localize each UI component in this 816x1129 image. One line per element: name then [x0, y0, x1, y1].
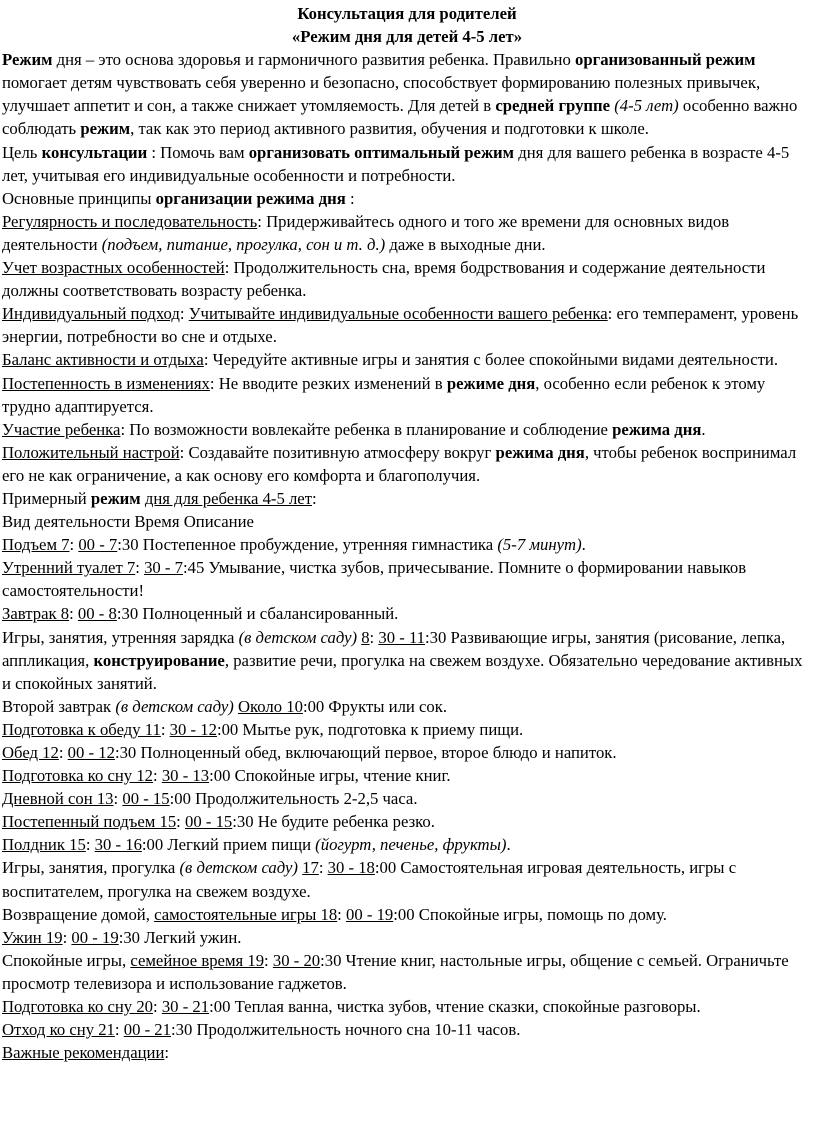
paragraph — [2, 348, 812, 371]
paragraph — [2, 995, 812, 1018]
paragraph — [2, 533, 812, 556]
text-run-underlined: Ужин 19 — [2, 927, 63, 947]
text-run-underlined: Участие ребенка — [2, 419, 121, 439]
paragraph — [2, 856, 812, 902]
paragraph — [2, 602, 812, 625]
paragraph — [2, 787, 812, 810]
paragraph — [2, 718, 812, 741]
text-run-underlined: Подготовка к обеду 11 — [2, 719, 161, 739]
text-run-underlined: Индивидуальный подход — [2, 304, 180, 324]
text-run: : По возможности вовлекайте ребенка в планирование и соблюдение — [120, 419, 613, 439]
text-run: : — [345, 188, 355, 208]
text-run-italic: (подъем, питание, прогулка, сон и т. д.) — [101, 234, 386, 254]
text-run: :30 Постепенное пробуждение, утренняя гимнастика — [117, 535, 498, 555]
text-run-underlined: 30 - 12 — [169, 719, 217, 739]
text-run: : его темперамент, уровень энергии, потребности во сне и отдыхе. — [2, 304, 799, 347]
paragraph — [2, 1018, 812, 1041]
text-run: Вид деятельности Время Описание — [2, 512, 254, 532]
text-run-underlined: Учитывайте индивидуальные особенности вашего ребенка — [188, 304, 608, 324]
text-run-underlined: 00 - 12 — [67, 743, 115, 762]
text-run-underlined: 30 - 7 — [144, 558, 183, 578]
text-run: : — [369, 627, 379, 647]
document-body — [2, 48, 812, 1064]
text-run: : — [58, 743, 68, 762]
text-run: : — [264, 950, 273, 970]
paragraph — [2, 487, 812, 510]
text-run: : — [69, 535, 79, 555]
text-run-underlined: Учет возрастных особенностей — [2, 258, 225, 278]
text-run-underlined: 8 — [361, 627, 370, 647]
paragraph — [2, 372, 812, 418]
paragraph — [2, 695, 812, 718]
text-run: Примерный — [2, 488, 91, 508]
paragraph — [2, 187, 812, 210]
text-run-bold: режим — [90, 488, 141, 508]
text-run: :00 Спокойные игры, помощь по дому. — [393, 904, 667, 924]
text-run: :00 Легкий прием пищи — [141, 835, 316, 855]
text-run-underlined: 30 - 18 — [327, 858, 375, 878]
text-run-underlined: 30 - 13 — [161, 766, 210, 786]
text-run: :30 Полноценный и сбалансированный. — [116, 604, 399, 624]
text-run: :30 Легкий ужин. — [118, 927, 242, 947]
paragraph — [2, 810, 812, 833]
text-run: , особенно если ребенок к этому трудно адаптируется. — [2, 373, 766, 416]
text-run-bold: режима дня — [612, 419, 702, 439]
paragraph — [2, 1041, 812, 1064]
text-run-italic: (йогурт, печенье, фрукты) — [315, 835, 507, 855]
text-run-underlined: семейное время 19 — [130, 950, 265, 970]
text-run-underlined: Важные рекомендации — [2, 1043, 165, 1063]
text-run-underlined: 17 — [302, 858, 319, 878]
text-run-underlined: Полдник 15 — [2, 835, 86, 855]
text-run-underlined: Обед 12 — [2, 743, 59, 762]
text-run-underlined: 00 - 21 — [123, 1020, 171, 1040]
text-run-underlined: Утренний туалет 7 — [2, 558, 136, 578]
text-run: особенно важно соблюдать — [2, 96, 798, 139]
text-run-underlined: 30 - 21 — [161, 997, 210, 1017]
text-run: : — [337, 904, 346, 924]
paragraph — [2, 833, 812, 856]
text-run-underlined: 30 - 11 — [378, 627, 426, 647]
text-run: : — [179, 304, 189, 324]
text-run: : Чередуйте активные игры и занятия с более спокойными видами деятельности. — [203, 350, 779, 370]
text-run-bold: организовать оптимальный режим — [248, 142, 515, 162]
text-run: Второй завтрак — [2, 696, 116, 716]
text-run: :00 Фрукты или сок. — [302, 696, 448, 716]
text-run: Цель — [2, 142, 42, 162]
paragraph — [2, 556, 812, 602]
text-run-underlined: Баланс активности и отдыха — [2, 350, 204, 370]
paragraph — [2, 741, 812, 764]
text-run-bold: организации режима дня — [155, 188, 346, 208]
text-run: : Не вводите резких изменений в — [209, 373, 447, 393]
text-run: помогает детям чувствовать себя уверенно и безопасно, способствует формированию полезных привычек, улучшает аппетит и сон, а также снижает утомляемость. Для детей в — [2, 73, 761, 116]
text-run-underlined: Подготовка ко сну 12 — [2, 766, 154, 786]
paragraph — [2, 210, 812, 256]
text-run: :30 Полноценный обед, включающий первое, второе блюдо и напиток. — [114, 743, 617, 762]
text-run-underlined: самостоятельные игры 18 — [154, 904, 338, 924]
text-run: :00 Спокойные игры, чтение книг. — [209, 766, 451, 786]
text-run-underlined: Постепенный подъем 15 — [2, 812, 177, 832]
text-run: :00 Теплая ванна, чистка зубов, чтение сказки, спокойные разговоры. — [209, 997, 701, 1017]
text-run-underlined: дня для ребенка 4-5 лет — [144, 488, 313, 508]
text-run: :45 Умывание, чистка зубов, причесывание. Помните о формировании навыков самостоятельности! — [2, 558, 747, 601]
text-run-bold: средней группе — [495, 96, 611, 116]
text-run: : — [153, 997, 162, 1017]
text-run: : — [135, 558, 145, 578]
paragraph — [2, 764, 812, 787]
text-run: : — [85, 835, 95, 855]
text-run: : — [113, 789, 123, 809]
text-run: . — [701, 419, 706, 439]
text-run-bold: консультации — [41, 142, 148, 162]
paragraph — [2, 302, 812, 348]
text-run-underlined: Регулярность и последовательность — [2, 211, 258, 231]
text-run-italic: (в детском саду) — [179, 858, 298, 878]
text-run-underlined: Подъем 7 — [2, 535, 70, 555]
text-run: : — [62, 927, 72, 947]
text-run: Спокойные игры, — [2, 950, 131, 970]
text-run-underlined: Дневной сон 13 — [2, 789, 114, 809]
text-run-italic: (в детском саду) — [115, 696, 234, 716]
text-run: :00 Самостоятельная игровая деятельность, игры с воспитателем, прогулка на свежем воздухе. — [2, 858, 737, 901]
text-run-underlined: Положительный настрой — [2, 442, 180, 462]
text-run: Основные принципы — [2, 188, 156, 208]
text-run-bold: режиме дня — [446, 373, 536, 393]
text-run-underlined: Отход ко сну 21 — [2, 1020, 115, 1040]
text-run-underlined: Постепенность в изменениях — [2, 373, 210, 393]
text-run: : — [160, 719, 170, 739]
text-run: Возвращение домой, — [2, 904, 155, 924]
paragraph — [2, 256, 812, 302]
text-run: : Создавайте позитивную атмосферу вокруг — [179, 442, 496, 462]
paragraph — [2, 626, 812, 695]
text-run: . — [581, 535, 586, 555]
text-run-bold: режим — [80, 119, 131, 139]
text-run: :00 Продолжительность 2-2,5 часа. — [169, 789, 418, 809]
text-run-underlined: 00 - 7 — [78, 535, 118, 555]
paragraph — [2, 48, 812, 140]
text-run-italic: (4-5 лет) — [614, 96, 679, 116]
paragraph — [2, 949, 812, 995]
text-run-underlined: 00 - 19 — [345, 904, 394, 924]
text-run-italic: (в детском саду) — [238, 627, 358, 647]
text-run: : — [176, 812, 185, 832]
text-run-underlined: Подготовка ко сну 20 — [2, 997, 154, 1017]
paragraph — [2, 903, 812, 926]
text-run-bold: Режим — [2, 50, 53, 70]
text-run: : — [153, 766, 162, 786]
text-run-underlined: 00 - 15 — [184, 812, 233, 832]
text-run: :30 Чтение книг, настольные игры, общение с семьей. Ограничьте просмотр телевизора и использование гаджетов. — [2, 950, 789, 993]
text-run-underlined: 30 - 16 — [94, 835, 142, 855]
text-run: :00 Мытье рук, подготовка к приему пищи. — [216, 719, 524, 739]
text-run: : — [114, 1020, 124, 1040]
text-run-underlined: 00 - 8 — [77, 604, 117, 624]
text-run: :30 Развивающие игры, занятия (рисование, лепка, аппликация, — [2, 627, 786, 670]
text-run: дня – это основа здоровья и гармоничного развития ребенка. Правильно — [52, 50, 576, 70]
paragraph — [2, 926, 812, 949]
text-run-bold: конструирование — [93, 650, 225, 670]
text-run-underlined: 30 - 20 — [272, 950, 321, 970]
text-run: дня для вашего ребенка в возрасте 4-5 лет, учитывая его индивидуальные особенности и потребности. — [2, 142, 790, 185]
text-run-underlined: Завтрак 8 — [2, 604, 70, 624]
text-run-underlined: 00 - 19 — [71, 927, 119, 947]
text-run: : Придерживайтесь одного и того же времени для основных видов деятельности — [2, 211, 730, 254]
paragraph — [2, 441, 812, 487]
title-line-2: «Режим дня для детей 4-5 лет» — [291, 27, 523, 47]
text-run: , развитие речи, прогулка на свежем воздухе. Обязательно чередование активных и спокойных занятий. — [2, 650, 803, 693]
text-run: :30 Не будите ребенка резко. — [232, 812, 435, 832]
paragraph — [2, 141, 812, 187]
text-run: : — [312, 488, 317, 508]
text-run: : Продолжительность сна, время бодрствования и содержание деятельности должны соответствовать возрасту ребенка. — [2, 258, 766, 301]
text-run-bold: организованный режим — [575, 50, 756, 70]
text-run: . — [506, 835, 511, 855]
text-run-italic: (5-7 минут) — [497, 535, 582, 555]
text-run: , так как это период активного развития, обучения и подготовки к школе. — [130, 119, 649, 139]
text-run: : — [164, 1043, 170, 1063]
paragraph — [2, 510, 812, 533]
text-run: : Помочь вам — [147, 142, 249, 162]
title-line-1: Консультация для родителей — [297, 4, 517, 23]
text-run: , чтобы ребенок воспринимал его не как ограничение, а как основу его комфорта и благополучия. — [2, 442, 797, 485]
text-run: : — [69, 604, 78, 624]
text-run: :30 Продолжительность ночного сна 10-11 часов. — [171, 1020, 521, 1040]
text-run: : — [318, 858, 328, 878]
paragraph — [2, 418, 812, 441]
text-run: Игры, занятия, прогулка — [2, 858, 180, 878]
text-run-underlined: 00 - 15 — [122, 789, 170, 809]
text-run-underlined: Около 10 — [237, 696, 303, 716]
text-run: даже в выходные дни. — [385, 234, 546, 254]
text-run-bold: режима дня — [495, 442, 585, 462]
text-run: Игры, занятия, утренняя зарядка — [2, 627, 239, 647]
